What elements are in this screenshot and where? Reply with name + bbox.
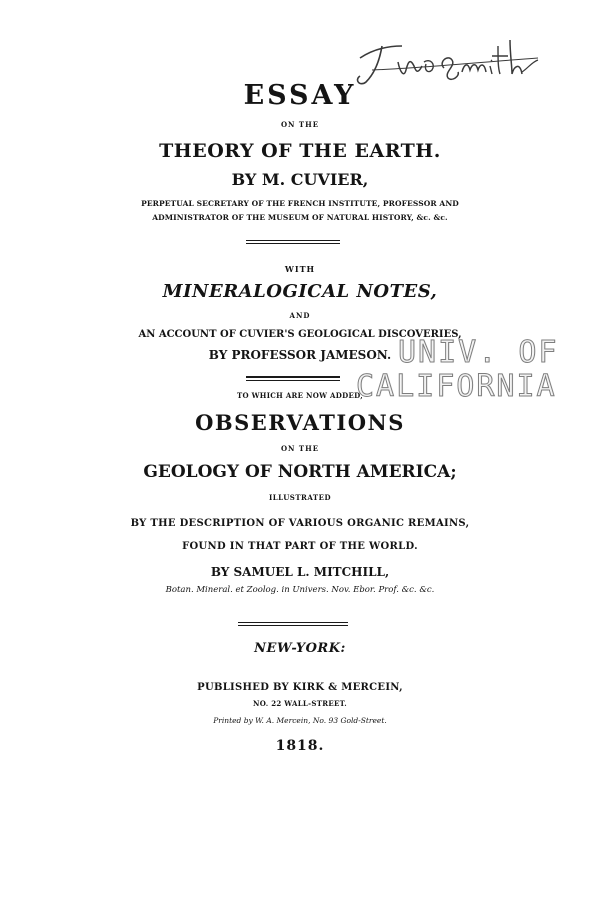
description-line2: FOUND IN THAT PART OF THE WORLD. <box>182 541 418 552</box>
observations: OBSERVATIONS <box>195 410 405 435</box>
divider-rule <box>238 622 348 626</box>
address: NO. 22 WALL-STREET. <box>253 699 347 708</box>
mineralogical-notes: MINERALOGICAL NOTES, <box>162 281 438 302</box>
publisher: PUBLISHED BY KIRK & MERCEIN, <box>197 682 403 693</box>
library-stamp-line1: UNIV. OF <box>398 335 559 370</box>
printer: Printed by W. A. Mercein, No. 93 Gold-Street. <box>213 716 387 725</box>
account-line: AN ACCOUNT OF CUVIER'S GEOLOGICAL DISCOVERIES, <box>138 329 462 340</box>
to-which-added: TO WHICH ARE NOW ADDED, <box>237 391 363 400</box>
place: NEW-YORK: <box>254 641 346 656</box>
description-line1: BY THE DESCRIPTION OF VARIOUS ORGANIC REMAINS, <box>130 518 470 529</box>
author-titles-line2: ADMINISTRATOR OF THE MUSEUM OF NATURAL HISTORY, &c. &c. <box>152 213 448 222</box>
geology: GEOLOGY OF NORTH AMERICA; <box>143 462 457 482</box>
by-mitchill: BY SAMUEL L. MITCHILL, <box>210 565 390 579</box>
illustrated: ILLUSTRATED <box>268 493 332 502</box>
by-jameson: BY PROFESSOR JAMESON. <box>208 348 392 362</box>
with-label: WITH <box>284 264 316 274</box>
subtitle: THEORY OF THE EARTH. <box>159 140 441 162</box>
title: ESSAY <box>243 80 357 111</box>
divider-rule <box>246 376 340 381</box>
divider-rule <box>246 240 340 244</box>
mitchill-titles: Botan. Mineral. et Zoolog. in Univers. Nov. Ebor. Prof. &c. &c. <box>165 585 435 595</box>
on-the-label-2: ON THE <box>280 444 320 453</box>
author: BY M. CUVIER, <box>231 170 369 189</box>
author-titles-line1: PERPETUAL SECRETARY OF THE FRENCH INSTITUTE, PROFESSOR AND <box>141 199 459 208</box>
library-stamp-line2: CALIFORNIA <box>356 369 557 404</box>
and-label: AND <box>289 311 311 320</box>
on-the-label: ON THE <box>280 120 320 129</box>
year: 1818. <box>275 738 325 754</box>
